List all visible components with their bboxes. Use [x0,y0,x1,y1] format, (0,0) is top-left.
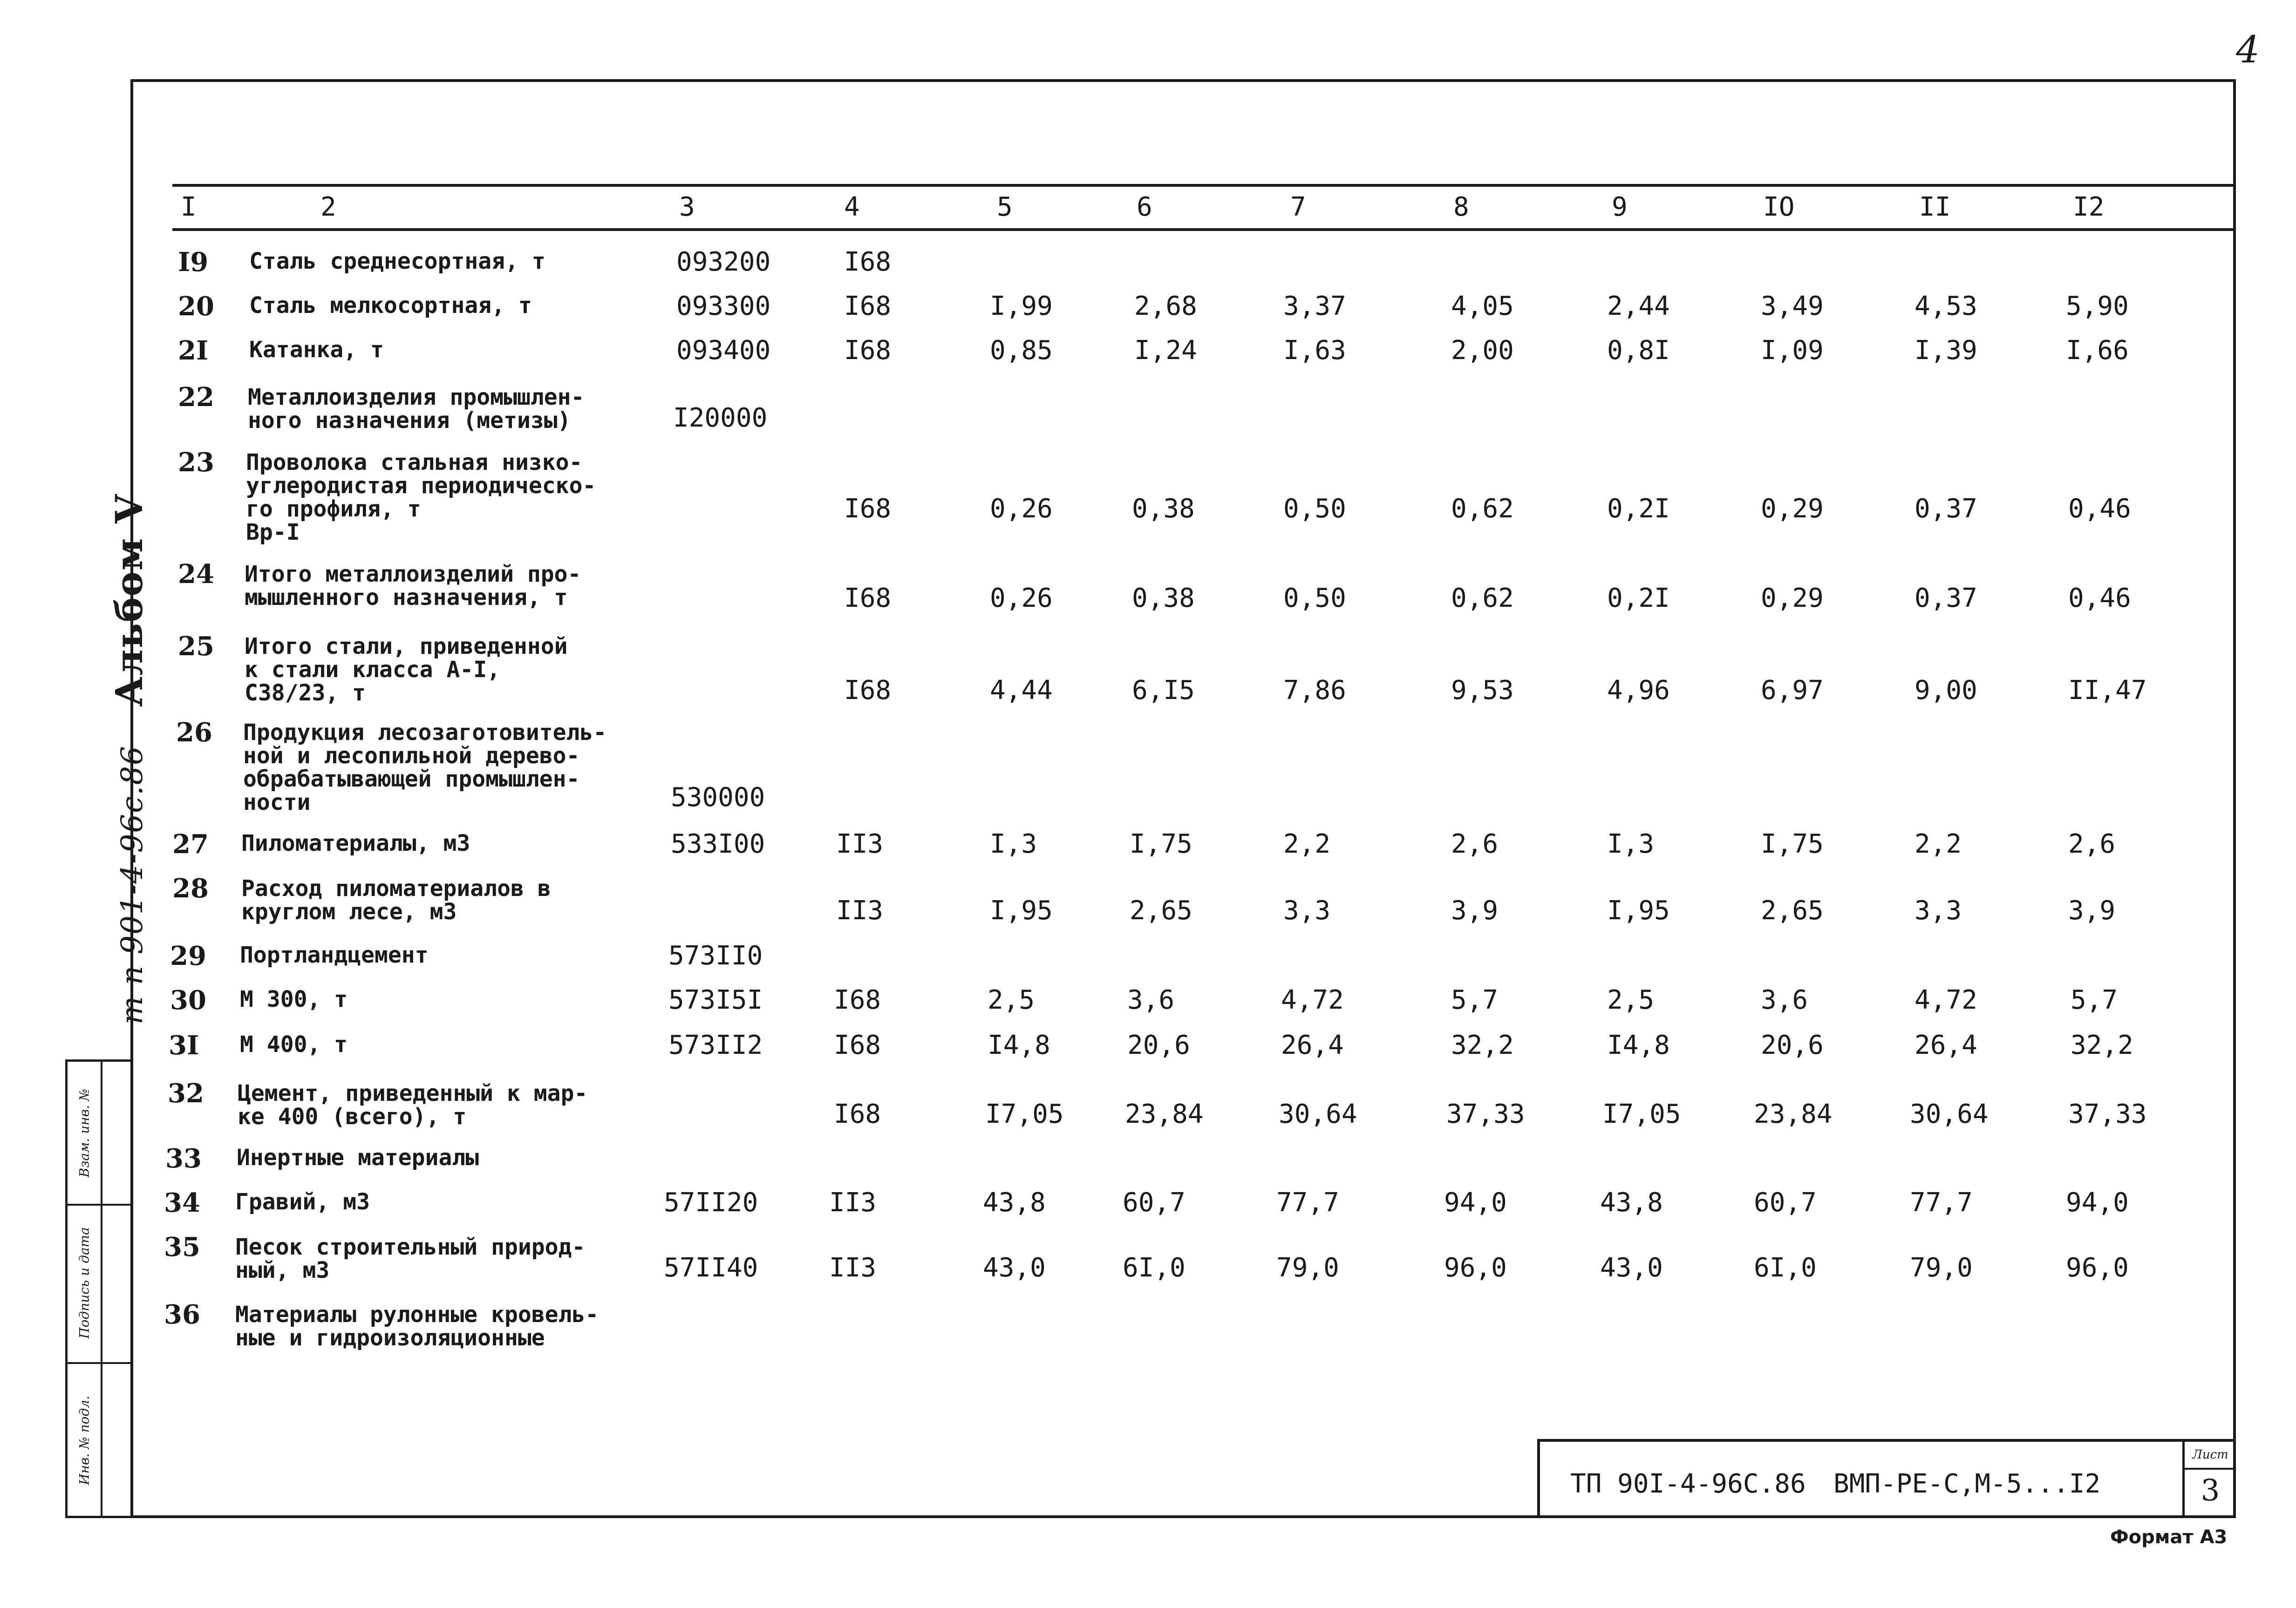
row-value: 0,8I [1607,335,1670,366]
row-value: 0,37 [1914,494,1977,524]
row-value: 37,33 [2068,1099,2147,1129]
row-name: М 300, т [240,986,348,1012]
row-number: 36 [164,1299,200,1330]
sheet-box [2182,1442,2236,1518]
row-value: 6,97 [1761,675,1824,706]
row-unit: II3 [829,1253,877,1283]
row-value: 2,65 [1761,896,1824,926]
row-value: 0,29 [1761,494,1824,524]
row-value: 0,38 [1132,583,1195,613]
row-value: I,66 [2066,335,2129,366]
row-unit: I68 [844,335,892,366]
row-value: 43,8 [1600,1187,1663,1218]
header-cell: II [1919,192,1951,222]
row-value: 60,7 [1754,1187,1817,1218]
stamp-label: Подпись и дата [76,1227,92,1339]
row-name: Итого стали, приведенной к стали класса А-I, С38/23, т [245,633,568,706]
row-value: 3,3 [1914,896,1962,926]
row-value: 32,2 [1451,1030,1514,1060]
row-unit: I68 [844,291,892,321]
row-value: 2,65 [1130,896,1192,926]
row-number: 34 [164,1187,200,1218]
row-name: Металлоизделия промышлен- ного назначения (метизы) [248,384,585,434]
row-code: 573II2 [668,1030,763,1060]
row-name: Гравий, м3 [235,1189,370,1215]
row-number: 23 [178,447,214,478]
row-unit: I68 [844,494,892,524]
row-number: 33 [165,1143,202,1174]
row-value: 37,33 [1446,1099,1525,1129]
row-number: 25 [178,631,214,662]
row-value: 9,53 [1451,675,1514,706]
row-value: 5,7 [1451,985,1499,1015]
row-value: 3,6 [1761,985,1808,1015]
row-value: 20,6 [1761,1030,1824,1060]
row-value: I,24 [1134,335,1197,366]
row-value: 2,2 [1283,829,1331,859]
row-value: 96,0 [1444,1253,1507,1283]
row-value: 5,7 [2071,985,2118,1015]
row-code: 57II40 [664,1253,758,1283]
row-number: 35 [164,1232,200,1262]
row-value: I,95 [1607,896,1670,926]
row-name: Катанка, т [249,337,384,363]
row-value: 2,68 [1134,291,1197,321]
row-value: 79,0 [1910,1253,1973,1283]
row-value: 6I,0 [1123,1253,1185,1283]
header-cell: 6 [1137,192,1152,222]
row-name: Сталь среднесортная, т [249,248,545,274]
header-cell: I2 [2073,192,2105,222]
row-value: 5,90 [2066,291,2129,321]
sheet-number: 3 [2201,1473,2220,1508]
row-value: 4,72 [1914,985,1977,1015]
row-unit: I68 [834,985,881,1015]
row-value: 26,4 [1914,1030,1977,1060]
row-name: Инертные материалы [237,1145,479,1171]
row-unit: II3 [836,829,884,859]
stamp-label: Взам. инв. № [76,1088,92,1177]
row-value: 0,2I [1607,583,1670,613]
row-value: 0,46 [2068,583,2131,613]
row-name: Продукция лесозаготовитель- ной и лесопильной дерево- обрабатывающей промышлен- ности [243,719,607,815]
stamp-column [65,1059,130,1518]
row-value: 4,44 [990,675,1053,706]
row-value: 3,9 [2068,896,2116,926]
side-title [107,140,158,1025]
side-album-label: Альбом V [107,493,151,707]
row-value: 0,85 [990,335,1053,366]
row-value: 94,0 [1444,1187,1507,1218]
row-value: I,3 [1607,829,1655,859]
row-value: 2,2 [1914,829,1962,859]
row-value: 3,37 [1283,291,1346,321]
title-block [1537,1439,2236,1518]
row-value: II,47 [2068,675,2147,706]
row-value: 3,9 [1451,896,1499,926]
header-cell: I [181,192,197,222]
row-value: 0,29 [1761,583,1824,613]
header-cell: 7 [1290,192,1306,222]
row-value: 30,64 [1279,1099,1357,1129]
row-name: М 400, т [240,1031,348,1058]
row-value: 0,50 [1283,494,1346,524]
row-value: 6,I5 [1132,675,1195,706]
header-cell: IO [1763,192,1795,222]
row-value: I4,8 [988,1030,1050,1060]
row-value: I,99 [990,291,1053,321]
row-value: I4,8 [1607,1030,1670,1060]
stamp-label: Инв. № подл. [76,1395,92,1485]
row-number: 27 [172,829,209,860]
header-cell: 4 [844,192,860,222]
row-name: Расход пиломатериалов в круглом лесе, м3 [241,875,551,925]
row-value: 43,0 [983,1253,1046,1283]
row-value: 0,37 [1914,583,1977,613]
row-name: Итого металлоизделий про- мышленного назначения, т [245,561,581,611]
row-value: 2,5 [988,985,1035,1015]
row-unit: I68 [844,247,892,277]
row-value: 3,3 [1283,896,1331,926]
header-rule-bottom [172,228,2236,231]
row-unit: II3 [829,1187,877,1218]
sheet-label: Лист [2185,1442,2236,1470]
row-value: 4,72 [1281,985,1344,1015]
row-number: 2I [178,335,209,366]
header-cell: 9 [1612,192,1628,222]
row-number: 24 [178,559,214,590]
row-value: 23,84 [1125,1099,1204,1129]
row-value: 4,53 [1914,291,1977,321]
row-value: 0,62 [1451,583,1514,613]
row-code: 573I5I [668,985,763,1015]
header-rule-top [172,184,2236,187]
row-number: 28 [172,873,209,904]
stamp-cell-signature-date [68,1204,102,1362]
row-value: 0,50 [1283,583,1346,613]
header-cell: 3 [679,192,695,222]
stamp-cell-original-inv [68,1362,102,1518]
format-label: Формат А3 [2110,1527,2228,1548]
row-name: Пиломатериалы, м3 [241,830,470,856]
row-value: I7,05 [1602,1099,1681,1129]
row-name: Проволока стальная низко- углеродистая периодическо- го профиля, т Вр-I [246,449,596,545]
row-value: 94,0 [2066,1187,2129,1218]
row-value: 3,6 [1127,985,1175,1015]
row-unit: I68 [834,1030,881,1060]
row-value: 30,64 [1910,1099,1989,1129]
row-value: 0,46 [2068,494,2131,524]
row-value: 32,2 [2071,1030,2133,1060]
row-value: 2,5 [1607,985,1655,1015]
row-code: 530000 [671,782,765,813]
row-unit: I68 [844,675,892,706]
row-value: 23,84 [1754,1099,1833,1129]
row-number: 22 [178,382,214,413]
row-value: 96,0 [2066,1253,2129,1283]
row-value: 2,00 [1451,335,1514,366]
row-code: 533I00 [671,829,765,859]
header-cell: 5 [997,192,1013,222]
page-number: 4 [2236,28,2260,71]
row-value: 77,7 [1910,1187,1973,1218]
row-value: 79,0 [1276,1253,1339,1283]
row-unit: I68 [844,583,892,613]
row-value: I,3 [990,829,1037,859]
row-number: 20 [178,291,214,322]
row-name: Материалы рулонные кровель- ные и гидроизоляционные [235,1302,599,1351]
row-value: 0,38 [1132,494,1195,524]
row-name: Портландцемент [240,942,429,968]
row-value: I,09 [1761,335,1824,366]
row-code: I20000 [673,403,768,433]
row-value: 4,96 [1607,675,1670,706]
row-value: I,75 [1130,829,1192,859]
row-value: 43,8 [983,1187,1046,1218]
row-value: I7,05 [985,1099,1064,1129]
header-cell: 8 [1453,192,1469,222]
row-value: I,75 [1761,829,1824,859]
row-code: 093400 [676,335,771,366]
row-value: 2,6 [1451,829,1499,859]
row-name: Песок строительный природ- ный, м3 [235,1234,586,1283]
row-value: I,63 [1283,335,1346,366]
row-value: I,95 [990,896,1053,926]
row-value: 3,49 [1761,291,1824,321]
row-value: 9,00 [1914,675,1977,706]
row-value: 0,62 [1451,494,1514,524]
row-number: 30 [170,985,206,1016]
row-code: 57II20 [664,1187,758,1218]
side-doc-code: т п 901-4-96с.86 [115,745,150,1025]
row-value: 77,7 [1276,1187,1339,1218]
row-number: 32 [168,1078,204,1109]
row-number: I9 [178,247,209,278]
row-value: 43,0 [1600,1253,1663,1283]
row-value: 6I,0 [1754,1253,1817,1283]
row-value: 0,2I [1607,494,1670,524]
row-unit: I68 [834,1099,881,1129]
row-code: 093200 [676,247,771,277]
row-value: 26,4 [1281,1030,1344,1060]
row-number: 26 [176,717,212,748]
title-block-code: ТП 90I-4-96С.86 [1570,1469,1806,1499]
title-block-subtitle: ВМП-РЕ-С,М-5...I2 [1833,1469,2101,1499]
row-value: I,39 [1914,335,1977,366]
stamp-cell-replaced-inv [68,1062,102,1204]
row-unit: II3 [836,896,884,926]
row-value: 4,05 [1451,291,1514,321]
row-value: 0,26 [990,583,1053,613]
row-value: 20,6 [1127,1030,1190,1060]
row-name: Цемент, приведенный к мар- ке 400 (всего), т [238,1080,588,1130]
row-value: 0,26 [990,494,1053,524]
row-value: 2,6 [2068,829,2116,859]
row-value: 2,44 [1607,291,1670,321]
row-code: 093300 [676,291,771,321]
row-number: 29 [170,941,206,971]
row-value: 60,7 [1123,1187,1185,1218]
row-name: Сталь мелкосортная, т [249,292,532,319]
header-cell: 2 [320,192,336,222]
row-number: 3I [169,1030,199,1061]
row-code: 573II0 [668,941,763,971]
row-value: 7,86 [1283,675,1346,706]
